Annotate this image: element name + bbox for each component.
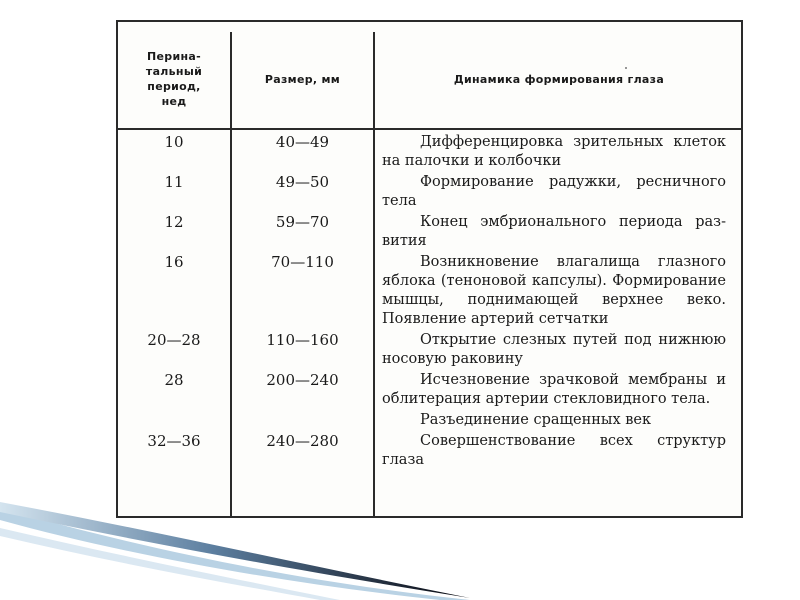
table-row: [118, 430, 743, 470]
cell-size: 70—110: [271, 253, 334, 271]
cell-size: 200—240: [266, 371, 339, 389]
development-table: [116, 20, 743, 518]
cell-dynamics: Исчезновение зрачковой мембраны и облитерация артерии стекловидного тела.: [382, 372, 726, 407]
cell-dynamics: Дифференцировка зрительных клеток на палочки и колбочки: [382, 134, 726, 169]
cell-dynamics: Разъединение сращенных век: [420, 412, 652, 428]
table-row: [118, 251, 743, 329]
table-row: [118, 171, 743, 211]
table-body: [118, 131, 743, 470]
cell-period: 12: [164, 213, 184, 231]
swoosh-light-stroke: [0, 508, 470, 600]
cell-period: 20—28: [147, 331, 201, 349]
table-row: [118, 409, 743, 430]
cell-period: 28: [164, 371, 184, 389]
cell-size: 40—49: [275, 133, 330, 151]
cell-dynamics: Возникновение влагалища глазного яблока (теноновой капсулы). Формирование мышцы, поднимающей верхнее веко. Появление артерий сетчатки: [382, 254, 726, 327]
cell-size: 110—160: [266, 331, 339, 349]
cell-size: 59—70: [275, 213, 330, 231]
cell-dynamics: Конец эмбрионального периода развития: [382, 214, 726, 249]
cell-dynamics: Формирование радужки, ресничного тела: [382, 174, 726, 209]
cell-period: 10: [164, 133, 184, 151]
table-row: [118, 131, 743, 171]
table-row: [118, 329, 743, 369]
cell-period: 11: [164, 173, 184, 191]
cell-size: 240—280: [266, 432, 339, 450]
cell-dynamics: Открытие слезных путей под нижнюю носовую раковину: [382, 332, 726, 367]
header-size: Размер, мм: [264, 72, 341, 86]
swoosh-accent-stroke: [0, 528, 340, 600]
header-period: Перина- тальный период, нед: [145, 50, 203, 108]
header-divider: [118, 128, 741, 130]
cell-period: 16: [164, 253, 184, 271]
cell-period: 32—36: [147, 432, 201, 450]
table-row: [118, 369, 743, 409]
cell-size: 49—50: [275, 173, 330, 191]
cell-dynamics: Совершенствование всех структур глаза: [382, 433, 726, 468]
header-dynamics: Динамика формирования глаза: [453, 72, 665, 86]
table-row: [118, 211, 743, 251]
